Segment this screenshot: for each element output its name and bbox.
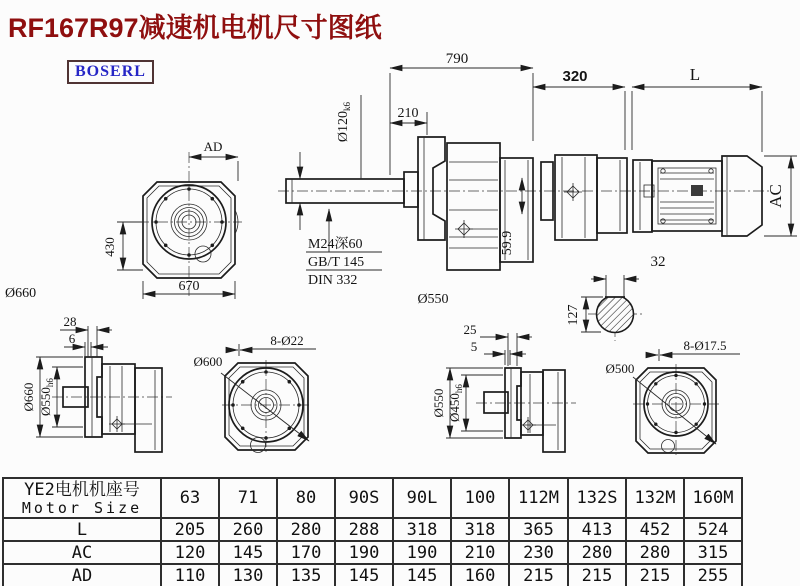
value-cell: 145 bbox=[335, 564, 393, 586]
row-label: AC bbox=[3, 541, 161, 564]
value-cell: 170 bbox=[277, 541, 335, 564]
table-row bbox=[3, 518, 742, 541]
dim-5: 5 bbox=[470, 339, 478, 354]
output-end-view-2 bbox=[431, 322, 576, 452]
shaft-key-section bbox=[566, 254, 666, 341]
header-cn: YE2电机机座号 bbox=[24, 479, 140, 500]
value-cell: 190 bbox=[335, 541, 393, 564]
dim-127: 127 bbox=[566, 304, 581, 326]
note-tapped-hole: M24深60 bbox=[308, 237, 363, 252]
value-cell: 280 bbox=[277, 518, 335, 541]
value-cell: 280 bbox=[626, 541, 684, 564]
label-bolt-holes: 8-Ø22 bbox=[270, 333, 304, 348]
size-cell: 71 bbox=[219, 478, 277, 518]
value-cell: 318 bbox=[393, 518, 451, 541]
note-gb-standard: GB/T 145 bbox=[308, 255, 365, 270]
label-bolt-holes: 8-Ø17.5 bbox=[683, 338, 727, 353]
size-cell: 80 bbox=[277, 478, 335, 518]
size-cell: 100 bbox=[451, 478, 509, 518]
size-cell: 112M bbox=[509, 478, 568, 518]
value-cell: 280 bbox=[568, 541, 626, 564]
flange-view-1 bbox=[194, 333, 316, 453]
motor-size-header bbox=[3, 478, 161, 518]
plug-symbol bbox=[109, 416, 152, 432]
dim-210: 210 bbox=[397, 106, 419, 121]
value-cell: 452 bbox=[626, 518, 684, 541]
dim-L: L bbox=[689, 65, 701, 84]
plug-symbol bbox=[564, 183, 582, 201]
flange-view-2 bbox=[606, 338, 740, 455]
value-cell: 215 bbox=[626, 564, 684, 586]
value-cell: 260 bbox=[219, 518, 277, 541]
value-cell: 215 bbox=[509, 564, 568, 586]
dim-59-9: 59.9 bbox=[500, 230, 515, 256]
dim-ad: AD bbox=[203, 139, 223, 154]
note-din-standard: DIN 332 bbox=[308, 273, 358, 288]
label-flange-diameter: Ø550 bbox=[417, 292, 449, 307]
value-cell: 365 bbox=[509, 518, 568, 541]
value-cell: 130 bbox=[219, 564, 277, 586]
dim-6: 6 bbox=[68, 331, 76, 346]
value-cell: 230 bbox=[509, 541, 568, 564]
value-cell: 288 bbox=[335, 518, 393, 541]
size-cell: 132S bbox=[568, 478, 626, 518]
dim-outer-diameter: Ø660 bbox=[21, 382, 36, 412]
dim-430: 430 bbox=[102, 237, 117, 257]
plug-symbol bbox=[455, 220, 498, 238]
plug-symbol bbox=[520, 417, 556, 433]
label-bolt-circle: Ø600 bbox=[193, 354, 223, 369]
dim-25: 25 bbox=[463, 322, 477, 337]
value-cell: 145 bbox=[393, 564, 451, 586]
dim-outer-diameter: Ø550 bbox=[431, 388, 446, 418]
value-cell: 413 bbox=[568, 518, 626, 541]
dim-shaft-diameter: $Ø120_{k6}$ bbox=[336, 101, 352, 143]
dim-AC: AC bbox=[766, 184, 785, 208]
size-cell: 132M bbox=[626, 478, 684, 518]
label-bolt-circle: Ø500 bbox=[605, 361, 635, 376]
value-cell: 318 bbox=[451, 518, 509, 541]
size-cell: 90S bbox=[335, 478, 393, 518]
dim-790: 790 bbox=[445, 51, 469, 67]
dim-spigot-diameter: $Ø450_{h6}$ bbox=[447, 384, 464, 422]
dim-670: 670 bbox=[178, 279, 200, 294]
dim-spigot-diameter: $Ø550_{h6}$ bbox=[38, 378, 55, 416]
brand-logo: BOSERL bbox=[67, 60, 154, 84]
motor-size-table bbox=[2, 477, 743, 586]
value-cell: 255 bbox=[684, 564, 742, 586]
dim-32: 32 bbox=[650, 254, 666, 270]
value-cell: 215 bbox=[568, 564, 626, 586]
value-cell: 160 bbox=[451, 564, 509, 586]
row-label: L bbox=[3, 518, 161, 541]
side-view bbox=[278, 51, 797, 307]
size-cell: 160M bbox=[684, 478, 742, 518]
row-label: AD bbox=[3, 564, 161, 586]
table-row bbox=[3, 541, 742, 564]
value-cell: 190 bbox=[393, 541, 451, 564]
value-cell: 120 bbox=[161, 541, 219, 564]
value-cell: 110 bbox=[161, 564, 219, 586]
size-cell: 90L bbox=[393, 478, 451, 518]
dim-320: 320 bbox=[562, 68, 588, 85]
value-cell: 135 bbox=[277, 564, 335, 586]
size-cell: 63 bbox=[161, 478, 219, 518]
label-outer-diameter: Ø660 bbox=[5, 286, 37, 301]
dim-28: 28 bbox=[63, 314, 77, 329]
value-cell: 205 bbox=[161, 518, 219, 541]
page-title: RF167R97减速机电机尺寸图纸 bbox=[8, 13, 382, 43]
output-end-view-1 bbox=[5, 286, 172, 452]
front-view bbox=[102, 139, 242, 299]
value-cell: 145 bbox=[219, 541, 277, 564]
table-header-row bbox=[3, 478, 742, 518]
header-en: Motor Size bbox=[21, 498, 143, 517]
table-row bbox=[3, 564, 742, 586]
value-cell: 315 bbox=[684, 541, 742, 564]
value-cell: 524 bbox=[684, 518, 742, 541]
value-cell: 210 bbox=[451, 541, 509, 564]
